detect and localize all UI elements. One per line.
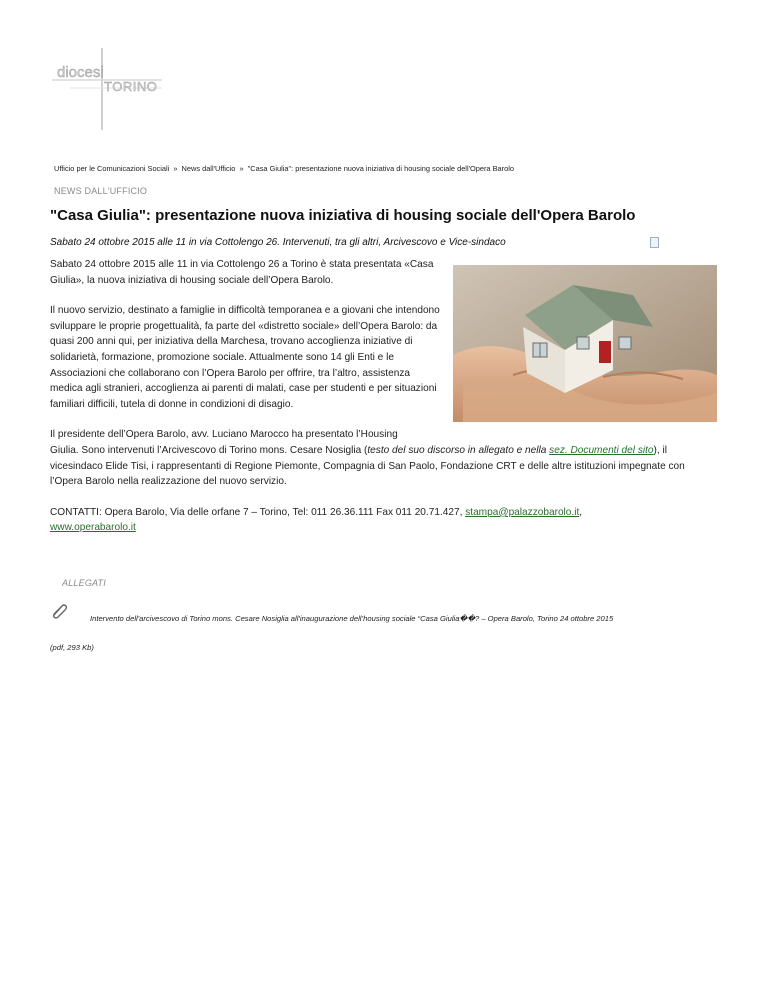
attachment-size: (pdf, 293 Kb) xyxy=(50,643,94,652)
paragraph-text: Il presidente dell’Opera Barolo, avv. Luciano Marocco ha presentato l’Housing xyxy=(50,429,398,441)
contacts-paragraph xyxy=(50,505,720,536)
contacts-text: CONTATTI: Opera Barolo, Via delle orfane 7 – Torino, Tel: 011 26.36.111 Fax 011 20.71.427, xyxy=(50,506,466,518)
attachments-heading: ALLEGATI xyxy=(62,578,106,588)
logo-graphic xyxy=(50,44,170,132)
documenti-link[interactable]: sez. Documenti del sito xyxy=(549,444,654,456)
article-paragraph: Il nuovo servizio, destinato a famiglie in difficoltà temporanea e a giovani che intendono sviluppare le proprie progettualità, fa parte del «distretto sociale» dell’Opera Barolo: da quasi 200 anni qui, per iniziativa della Marchesa, trovano accoglienza iniziative di solidarietà, formazione, promozione sociale. Attualmente sono 14 gli Enti e le Associazioni che collaborano con l’Opera Barolo per offrire, tra l’altro, assistenza medica agli stranieri, accoglienza ai parenti di malati, case per studenti e per situazioni familiari difficili, tutela di donne in condizioni di disagio. xyxy=(50,305,440,410)
email-link[interactable]: stampa@palazzobarolo.it xyxy=(465,506,580,518)
breadcrumb-current: "Casa Giulia": presentazione nuova iniziativa di housing sociale dell'Opera Barolo xyxy=(247,164,514,173)
section-tag: NEWS DALL'UFFICIO xyxy=(54,186,148,196)
article-title: "Casa Giulia": presentazione nuova iniziativa di housing sociale dell'Opera Barolo xyxy=(50,207,636,224)
breadcrumb-link-ufficio[interactable]: Ufficio per le Comunicazioni Sociali xyxy=(54,164,170,173)
print-icon[interactable] xyxy=(650,237,659,248)
paragraph-text: Giulia. Sono intervenuti l’Arcivescovo di Torino mons. Cesare Nosiglia ( xyxy=(50,444,368,456)
logo-word-torino: TORINO xyxy=(104,79,158,94)
paperclip-icon xyxy=(50,603,68,619)
logo-word-diocesi: diocesi xyxy=(57,64,104,81)
breadcrumb xyxy=(54,164,514,173)
breadcrumb-link-news[interactable]: News dall'Ufficio xyxy=(181,164,236,173)
attachment-link[interactable]: Intervento dell'arcivescovo di Torino mons. Cesare Nosiglia all'inaugurazione dell’housing sociale “Casa Giulia��? – Opera Barolo, Torino 24 ottobre 2015 xyxy=(90,614,614,623)
breadcrumb-separator: » xyxy=(173,164,178,173)
breadcrumb-separator: » xyxy=(239,164,244,173)
article-paragraph: Sabato 24 ottobre 2015 alle 11 in via Cottolengo 26 a Torino è stata presentata «Casa Giulia», la nuova iniziativa di housing sociale dell’Opera Barolo. xyxy=(50,259,434,286)
contacts-comma: , xyxy=(579,506,583,518)
article-body xyxy=(50,257,720,551)
paragraph-italic-text: testo del suo discorso in allegato e nella xyxy=(367,444,550,456)
article-subtitle: Sabato 24 ottobre 2015 alle 11 in via Cottolengo 26. Intervenuti, tra gli altri, Arcivescovo e Vice-sindaco xyxy=(50,237,506,248)
website-link[interactable]: www.operabarolo.it xyxy=(50,522,136,534)
paragraph-text: ), il vicesindaco Elide Tisi, i rappresentanti di Regione Piemonte, Compagnia di San Paolo, Fondazione CRT e delle altre istituzioni impegnate con l’Opera Barolo nella realizzazione del nuovo servizio. xyxy=(50,444,685,488)
article-paragraph xyxy=(50,427,720,489)
diocesi-torino-logo[interactable] xyxy=(50,44,170,132)
